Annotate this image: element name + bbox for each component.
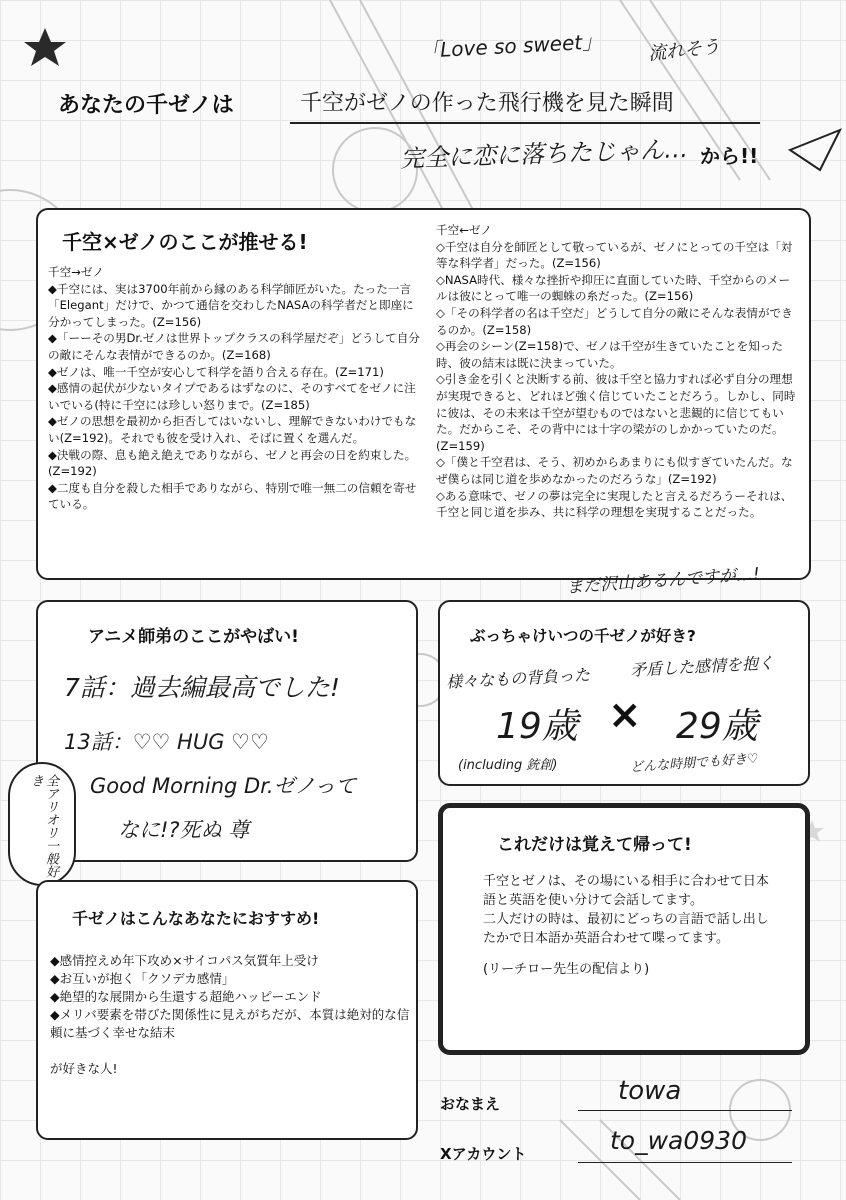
profile-account-value: to_wa0930: [610, 1126, 747, 1155]
favorite-right-note: 矛盾した感情を抱く: [629, 653, 775, 680]
recommend-section: [36, 880, 418, 1140]
anime-line-4: なに!?死ぬ 尊: [118, 818, 250, 842]
anime-side-note: 全アリオリ一般好き: [28, 774, 58, 878]
remember-source: (リーチロー先生の配信より): [483, 962, 650, 977]
recommend-title: 千ゼノはこんなあなたにおすすめ!: [72, 909, 320, 928]
header-handwritten-song: 「Love so sweet」: [419, 29, 603, 63]
favorite-bottom-right: どんな時期でも好き♡: [629, 751, 760, 776]
header-handwritten-flow: 流れそう: [647, 36, 722, 65]
oshi-left-item: ◆千空には、実は3700年前から縁のある科学師匠がいた。たった一言「Elegant」だけで、かつて通信を交わしたNASAの科学者だと即座に分かってしまった。(Z=156): [48, 281, 414, 329]
oshi-handwritten-more: まだ沢山あるんですが…!: [565, 564, 761, 598]
oshi-left-item: ◆二度も自分を殺した相手でありながら、特別で唯一無二の信頼を寄せている。: [48, 480, 417, 512]
anime-section: [36, 600, 418, 862]
favorite-age-right: 29歳: [676, 706, 758, 747]
oshi-section: [36, 208, 811, 580]
anime-title: アニメ師弟のここがやばい!: [88, 627, 299, 647]
oshi-right-item: ◇NASA時代、様々な挫折や抑圧に直面していた時、千空からのメールは彼にとって唯一の蜘蛛の糸だった。(Z=156): [436, 272, 791, 304]
header-label-kara: から!!: [700, 144, 759, 168]
favorite-times: ×: [608, 692, 642, 738]
oshi-right-item: ◇「僕と千空君は、そう、初めからあまりにも似すぎていたんだ。なぜ僕らは同じ道を歩めなかったのだろうな」(Z=192): [436, 455, 793, 486]
profile-account-label: Xアカウント: [440, 1145, 527, 1163]
anime-line-1: 7話：過去編最高でした!: [64, 673, 340, 702]
favorite-title: ぶっちゃけいつの千ゼノが好き?: [470, 627, 696, 645]
oshi-left-heading: 千空→ゼノ: [48, 265, 104, 279]
recommend-item: ◆感情控えめ年下攻め×サイコパス気質年上受け: [50, 953, 319, 968]
header-underline: [290, 122, 760, 124]
oshi-left-item: ◆感情の起伏が少ないタイプであるはずなのに、そのすべてをゼノに注いでいる(特に千空には珍しい怒りまで。(Z=185): [48, 381, 416, 412]
oshi-left-column: [48, 264, 420, 513]
recommend-item: ◆絶望的な展開から生還する超絶ハッピーエンド: [50, 989, 322, 1004]
anime-line-2: 13話：♡♡ HUG ♡♡: [64, 730, 269, 754]
oshi-right-item: ◇「その科学者の名は千空だ」どうして自分の敵にそんな表情ができるのか。(Z=158): [436, 305, 793, 337]
oshi-left-item: ◆ゼノの思想を最初から拒否してはいないし、理解できないわけでもない(Z=192)。それでも彼を受け入れ、そばに置くを選んだ。: [48, 414, 417, 445]
oshi-right-item: ◇再会のシーン(Z=158)で、ゼノは千空が生きていたことを知った時、彼の結末は既に決まっていた。: [436, 339, 784, 370]
oshi-right-heading: 千空←ゼノ: [436, 223, 492, 237]
oshi-right-column: [436, 222, 798, 521]
recommend-body: [50, 952, 410, 1078]
oshi-left-item: ◆ゼノは、唯一千空が安心して科学を語り合える存在。(Z=171): [48, 364, 384, 379]
anime-side-note-bubble: [8, 762, 76, 886]
recommend-item: ◆お互いが抱く「クソデカ感情」: [50, 971, 235, 986]
oshi-left-item: ◆「ーーその男Dr.ゼノは世界トップクラスの科学屋だぞ」どうして自分の敵にそんな表情ができるのか。(Z=168): [48, 331, 420, 362]
profile-name-underline: [578, 1110, 792, 1111]
oshi-right-item: ◇ある意味で、ゼノの夢は完全に実現したと言えるだろうーそれは、千空と同じ道を歩み、共に科学の理想を実現することだった。: [436, 488, 793, 520]
recommend-closing: が好きな人!: [50, 1061, 118, 1076]
oshi-title: 千空×ゼノのここが推せる!: [62, 230, 308, 254]
profile-name-value: towa: [618, 1076, 682, 1106]
oshi-right-item: ◇千空は自分を師匠として敬っているが、ゼノにとっての千空は「対等な科学者」だった。(Z=156): [436, 239, 793, 271]
header-blank-value: 千空がゼノの作った飛行機を見た瞬間: [300, 91, 674, 116]
anime-line-3: Good Morning Dr.ゼノって: [90, 774, 357, 798]
profile-account-underline: [578, 1162, 792, 1163]
favorite-bottom-left: (including 銃創): [458, 758, 558, 773]
recommend-item: ◆メリバ要素を帯びた関係性に見えがちだが、本質は絶対的な信頼に基づく幸せな結末: [50, 1007, 410, 1040]
oshi-right-item: ◇引き金を引くと決断する前、彼は千空と協力すれば必ず自分の理想が実現できると、どれほど強く信じていたことだろう。しかし、同時に彼は、その未来は千空が望むものではないと悲観的に信じてもいた。だからこそ、その背中には十字の梁がのしかかっていたのだ。(Z=159): [436, 372, 796, 453]
remember-section: [438, 803, 810, 1055]
favorite-section: [438, 600, 810, 786]
header-handwritten-love: 完全に恋に落ちたじゃん…: [399, 134, 689, 174]
remember-title: これだけは覚えて帰って!: [497, 835, 692, 855]
profile-name-label: おなまえ: [440, 1095, 501, 1113]
header-label-anata: あなたの千ゼノは: [58, 93, 234, 118]
oshi-left-item: ◆決戦の際、息も絶え絶えでありながら、ゼノと再会の日を約束した。(Z=192): [48, 447, 417, 479]
remember-body: [483, 872, 773, 979]
remember-paragraph: 千空とゼノは、その場にいる相手に合わせて日本語と英語を使い分けて会話してます。: [483, 874, 769, 908]
favorite-age-left: 19歳: [496, 706, 578, 747]
favorite-left-note: 様々なもの背負った: [445, 665, 591, 692]
remember-paragraph: 二人だけの時は、最初にどっちの言語で話し出したかで日本語か英語合わせて喋ってます。: [483, 912, 769, 946]
